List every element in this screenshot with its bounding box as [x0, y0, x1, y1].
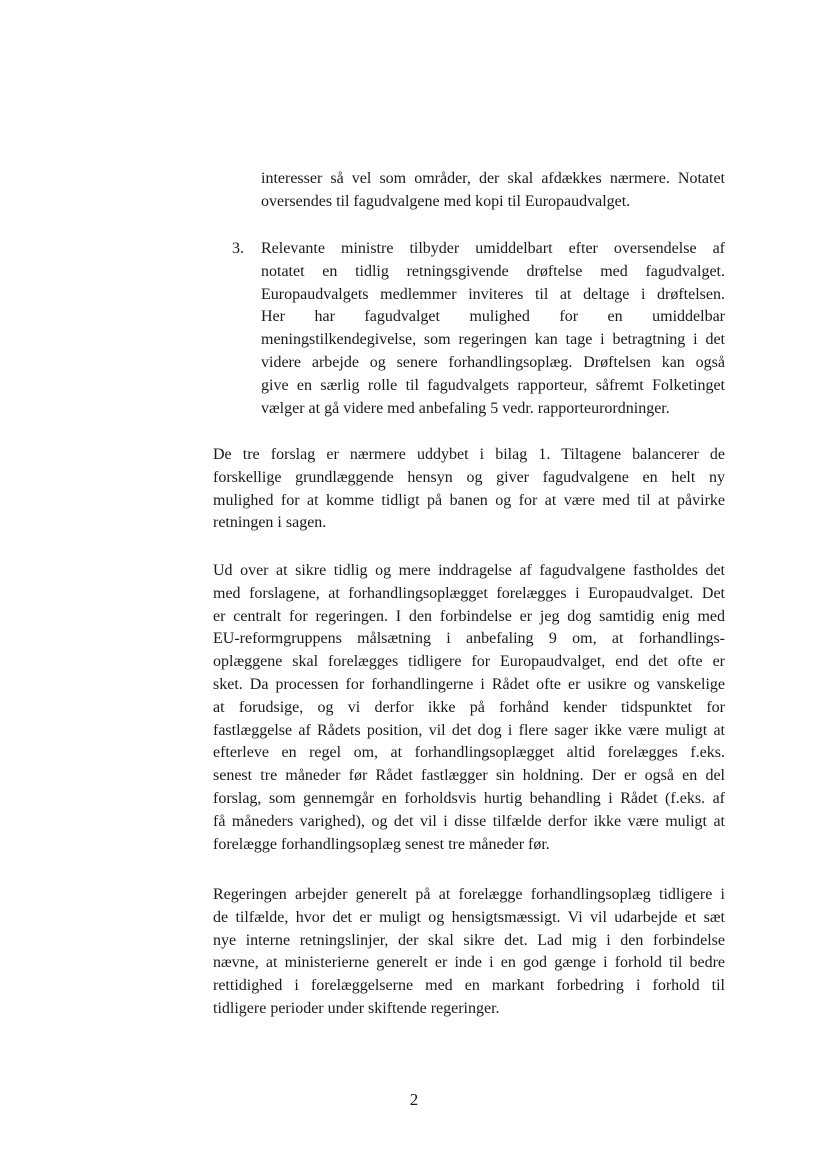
text-line: de tilfælde, hvor det er muligt og hensigtsmæssigt. Vi vil udarbejde et sæt: [213, 908, 725, 926]
text-line: oversendes til fagudvalgene med kopi til Europaudvalget.: [261, 192, 631, 210]
text-line: forskellige grundlæggende hensyn og giver fagudvalgene en helt ny: [213, 468, 725, 486]
text-line: er centralt for regeringen. I den forbindelse er jeg dog samtidig enig med: [213, 607, 725, 625]
text-line: retningen i sagen.: [213, 514, 327, 532]
text-line: mulighed for at komme tidligt på banen og for at være med til at påvirke: [213, 491, 725, 509]
text-line: Ud over at sikre tidlig og mere inddragelse af fagudvalgene fastholdes det: [213, 562, 725, 579]
text-line: sket. Da processen for forhandlingerne i Rådet ofte er usikre og vanskelige: [213, 675, 725, 693]
text-line: meningstilkendegivelse, som regeringen kan tage i betragtning i det: [261, 331, 725, 349]
text-line: rettidighed i forelæggelserne med en markant forbedring i forhold til: [213, 977, 725, 995]
text-line: Her har fagudvalget mulighed for en umiddelbar: [261, 308, 725, 326]
text-line: forelægge forhandlingsoplæg senest tre måneder før.: [213, 835, 550, 853]
text-line: interesser så vel som områder, der skal afdækkes nærmere. Notatet: [261, 170, 725, 187]
page-number: 2: [409, 1090, 419, 1109]
text-line: Relevante ministre tilbyder umiddelbart efter oversendelse af: [261, 240, 725, 257]
text-line: nævne, at ministerierne generelt er inde i en god gænge i forhold til bedre: [213, 954, 725, 972]
list-item-body: [261, 238, 725, 420]
text-line: senest tre måneder før Rådet fastlægger sin holdning. Der er også en del: [213, 767, 725, 785]
text-line: forslag, som gennemgår en forholdsvis hurtig behandling i Rådet (f.eks. af: [213, 789, 725, 807]
text-line: notatet en tidlig retningsgivende drøftelse med fagudvalget.: [261, 262, 725, 280]
text-line: at forudsige, og vi derfor ikke på forhånd kender tidspunktet for: [213, 698, 725, 716]
text-line: fastlæggelse af Rådets position, vil det dog i flere sager ikke være muligt at: [213, 721, 725, 739]
text-line: Europaudvalgets medlemmer inviteres til at deltage i drøftelsen.: [261, 285, 725, 303]
text-line: videre arbejde og senere forhandlingsoplæg. Drøftelsen kan også: [261, 353, 725, 371]
continuation-paragraph: [261, 168, 725, 214]
text-line: give en særlig rolle til fagudvalgets rapporteur, såfremt Folketinget: [261, 376, 725, 394]
list-item-number: 3.: [232, 240, 244, 257]
text-line: EU-reformgruppens målsætning i anbefaling 9 om, at forhandlings-: [213, 630, 725, 648]
body-paragraph: [213, 560, 725, 856]
body-paragraph: [213, 444, 725, 535]
text-line: efterleve en regel om, at forhandlingsoplægget altid forelægges f.eks.: [213, 744, 725, 762]
body-paragraph: [213, 884, 725, 1021]
text-line: få måneders varighed), og det vil i disse tilfælde derfor ikke være muligt at: [213, 812, 725, 830]
text-line: tidligere perioder under skiftende regeringer.: [213, 999, 500, 1017]
text-line: oplæggene skal forelægges tidligere for Europaudvalget, end det ofte er: [213, 653, 725, 671]
text-line: vælger at gå videre med anbefaling 5 vedr. rapporteurordninger.: [261, 399, 670, 417]
text-line: Regeringen arbejder generelt på at forelægge forhandlingsoplæg tidligere i: [213, 886, 725, 903]
text-line: De tre forslag er nærmere uddybet i bilag 1. Tiltagene balancerer de: [213, 446, 725, 463]
text-line: nye interne retningslinjer, der skal sikre det. Lad mig i den forbindelse: [213, 931, 725, 949]
text-line: med forslagene, at forhandlingsoplægget forelægges i Europaudvalget. Det: [213, 584, 725, 602]
